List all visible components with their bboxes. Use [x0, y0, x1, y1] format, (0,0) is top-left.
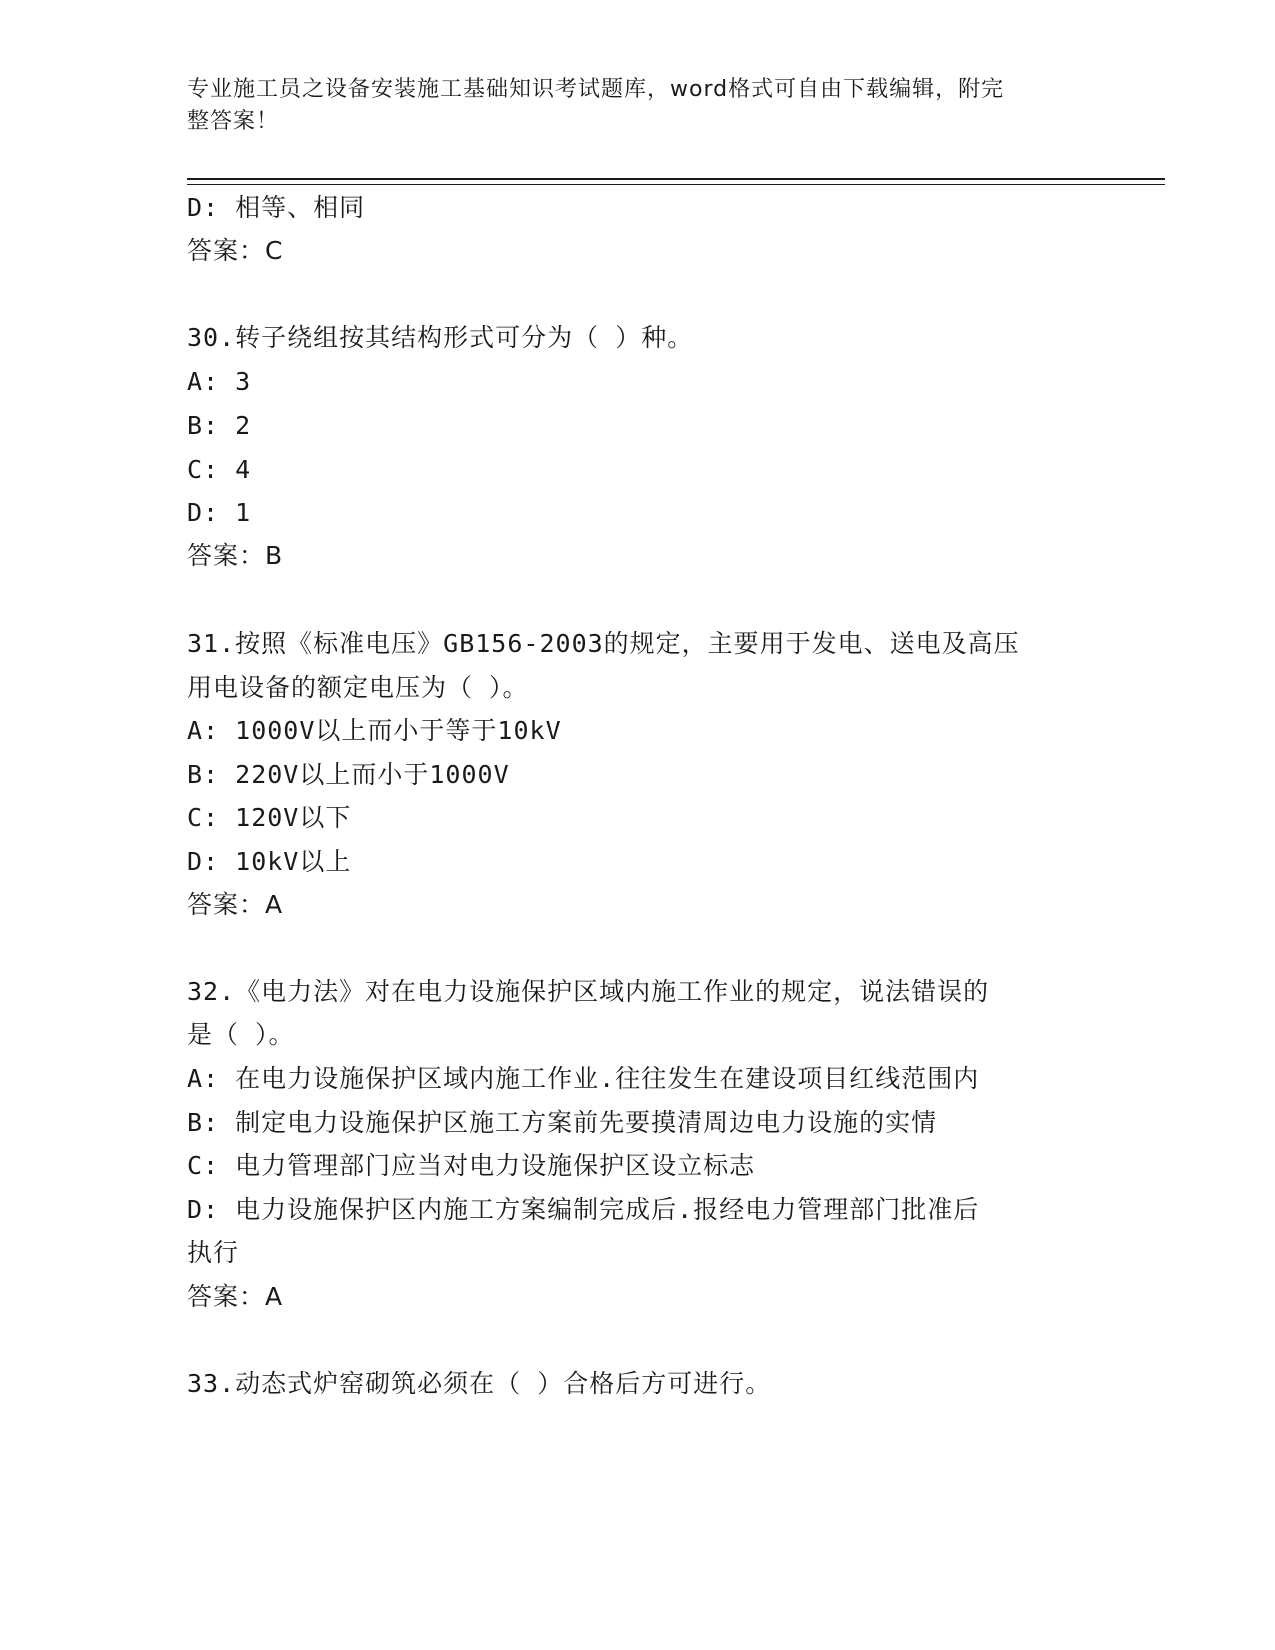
- answer-q32: 答案：A: [187, 1282, 284, 1311]
- option-d-q29: D: 相等、相同: [187, 193, 366, 222]
- option-d-q32-line-2: 执行: [187, 1238, 240, 1267]
- question-30: 30.转子绕组按其结构形式可分为（ ）种。: [187, 323, 694, 352]
- option-c-q32: C: 电力管理部门应当对电力设施保护区设立标志: [187, 1151, 756, 1180]
- answer-q29: 答案：C: [187, 236, 284, 265]
- header-line-2: 整答案！: [187, 109, 280, 134]
- question-31-line-2: 用电设备的额定电压为（ ）。: [187, 673, 529, 702]
- option-c-q30: C: 4: [187, 455, 252, 484]
- question-32-line-2: 是（ ）。: [187, 1020, 295, 1049]
- option-c-q31: C: 120V以下: [187, 803, 352, 832]
- option-b-q30: B: 2: [187, 411, 252, 440]
- header-divider-thick: [187, 178, 1165, 180]
- header-line-1: 专业施工员之设备安装施工基础知识考试题库，word格式可自由下载编辑，附完: [187, 77, 1005, 102]
- option-a-q31: A: 1000V以上而小于等于10kV: [187, 716, 562, 745]
- option-b-q32: B: 制定电力设施保护区施工方案前先要摸清周边电力设施的实情: [187, 1108, 938, 1137]
- answer-q31: 答案：A: [187, 890, 284, 919]
- option-a-q32: A: 在电力设施保护区域内施工作业.往往发生在建设项目红线范围内: [187, 1064, 980, 1093]
- option-d-q32-line-1: D: 电力设施保护区内施工方案编制完成后.报经电力管理部门批准后: [187, 1195, 980, 1224]
- answer-q30: 答案：B: [187, 541, 284, 570]
- option-a-q30: A: 3: [187, 367, 252, 396]
- question-33: 33.动态式炉窑砌筑必须在（ ）合格后方可进行。: [187, 1369, 772, 1398]
- option-d-q31: D: 10kV以上: [187, 847, 352, 876]
- document-header: [187, 74, 1087, 138]
- question-31-line-1: 31.按照《标准电压》GB156-2003的规定，主要用于发电、送电及高压: [187, 629, 1020, 658]
- header-divider-thin: [187, 184, 1165, 185]
- option-b-q31: B: 220V以上而小于1000V: [187, 760, 510, 789]
- option-d-q30: D: 1: [187, 498, 252, 527]
- question-32-line-1: 32.《电力法》对在电力设施保护区域内施工作业的规定，说法错误的: [187, 977, 990, 1006]
